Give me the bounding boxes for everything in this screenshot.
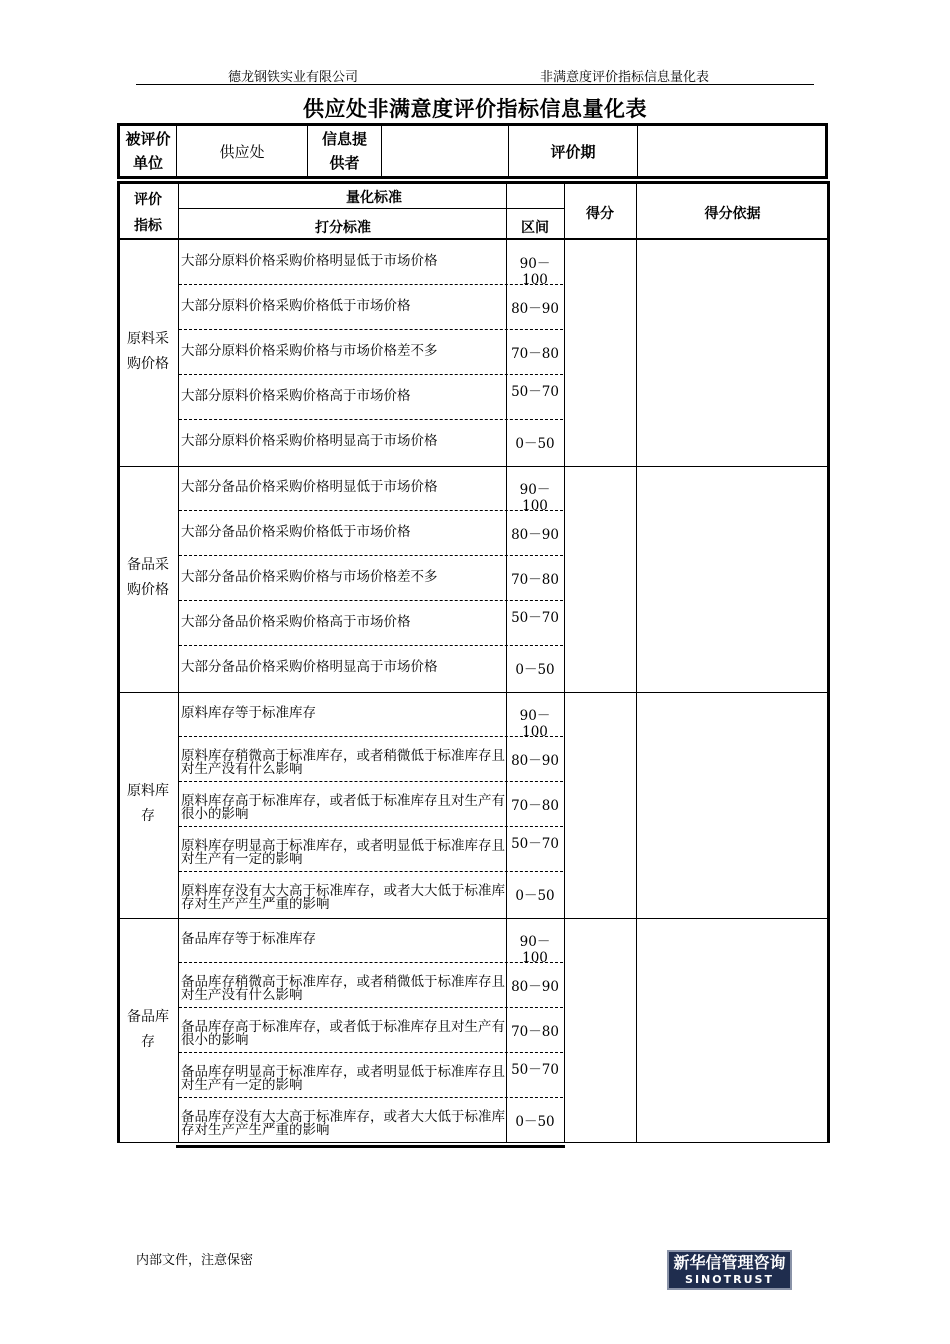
indicator-name bbox=[119, 327, 177, 377]
indicator-column-header bbox=[119, 187, 177, 239]
range-value: 50－70 bbox=[511, 1062, 559, 1078]
indicator-name-text: 原料采购价格 bbox=[127, 331, 169, 372]
range-value: 70－80 bbox=[511, 572, 559, 588]
range-value: 0－50 bbox=[515, 436, 555, 452]
indicator-name-text: 备品库存 bbox=[127, 1009, 169, 1050]
grid-right-border bbox=[827, 181, 830, 1143]
criterion-dash-divider bbox=[179, 826, 563, 827]
provider-label bbox=[308, 126, 382, 176]
grid-top-border bbox=[117, 181, 830, 184]
range-value: 80－90 bbox=[511, 527, 559, 543]
quant-standard-header: 量化标准 bbox=[346, 190, 402, 206]
indicator-name bbox=[119, 779, 177, 829]
range-value: 0－50 bbox=[515, 662, 555, 678]
period-value[interactable] bbox=[638, 126, 825, 176]
criterion-dash-divider bbox=[179, 871, 563, 872]
range-value: 90－100 bbox=[519, 256, 551, 288]
basis-header: 得分依据 bbox=[704, 206, 761, 222]
range-value: 70－80 bbox=[511, 1024, 559, 1040]
criterion-dash-divider bbox=[179, 1097, 563, 1098]
range-value: 90－100 bbox=[519, 482, 551, 514]
criterion-dash-divider bbox=[179, 510, 563, 511]
range-value: 90－100 bbox=[519, 708, 551, 740]
score-header: 得分 bbox=[586, 206, 614, 222]
criterion-text: 大部分原料价格采购价格高于市场价格 bbox=[181, 388, 411, 404]
range-value: 0－50 bbox=[515, 888, 555, 904]
header-company: 德龙钢铁实业有限公司 bbox=[228, 70, 359, 85]
header-bottom-rule bbox=[117, 238, 830, 240]
criterion-dash-divider bbox=[179, 419, 563, 420]
criterion-text: 备品库存稍微高于标准库存，或者稍微低于标准库存且对生产没有什么影响 bbox=[181, 974, 505, 1003]
indicator-name bbox=[119, 1005, 177, 1055]
range-value: 70－80 bbox=[511, 346, 559, 362]
basis-column-divider bbox=[636, 181, 637, 1143]
range-value: 80－90 bbox=[511, 301, 559, 317]
indicator-name bbox=[119, 553, 177, 603]
evaluated-unit-label-text: 被评价单位 bbox=[125, 130, 171, 172]
criterion-text: 大部分备品价格采购价格低于市场价格 bbox=[181, 524, 411, 540]
range-value: 80－90 bbox=[511, 979, 559, 995]
criterion-text: 原料库存明显高于标准库存，或者明显低于标准库存且对生产有一定的影响 bbox=[181, 838, 505, 867]
criterion-text: 大部分备品价格采购价格与市场价格差不多 bbox=[181, 569, 438, 585]
grid-bottom-border bbox=[117, 1142, 830, 1143]
sinotrust-logo bbox=[667, 1250, 792, 1290]
range-header: 区间 bbox=[521, 220, 549, 236]
indicator-grid bbox=[117, 181, 830, 1143]
indicator-name-text: 备品采购价格 bbox=[127, 557, 169, 598]
criterion-dash-divider bbox=[179, 645, 563, 646]
confidential-note: 内部文件，注意保密 bbox=[136, 1253, 254, 1268]
criterion-text: 大部分备品价格采购价格高于市场价格 bbox=[181, 614, 411, 630]
criterion-text: 备品库存明显高于标准库存，或者明显低于标准库存且对生产有一定的影响 bbox=[181, 1064, 505, 1093]
logo-cn-text: 新华信管理咨询 bbox=[673, 1253, 786, 1272]
criterion-text: 大部分原料价格采购价格与市场价格差不多 bbox=[181, 343, 438, 359]
criterion-text: 原料库存高于标准库存，或者低于标准库存且对生产有很小的影响 bbox=[181, 793, 505, 822]
criterion-dash-divider bbox=[179, 1007, 563, 1008]
page-title: 供应处非满意度评价指标信息量化表 bbox=[303, 96, 647, 121]
criterion-dash-divider bbox=[179, 284, 563, 285]
criterion-text: 大部分原料价格采购价格明显低于市场价格 bbox=[181, 253, 438, 269]
quant-subheader-rule bbox=[178, 208, 565, 209]
criterion-text: 原料库存稍微高于标准库存，或者稍微低于标准库存且对生产没有什么影响 bbox=[181, 748, 505, 777]
criterion-dash-divider bbox=[179, 329, 563, 330]
indicator-block-rule bbox=[117, 692, 830, 693]
table-end-rule bbox=[176, 1145, 565, 1148]
evaluated-unit-value[interactable]: 供应处 bbox=[177, 126, 308, 176]
criterion-text: 大部分原料价格采购价格明显高于市场价格 bbox=[181, 433, 438, 449]
header-rule bbox=[136, 84, 814, 85]
indicator-block-rule bbox=[117, 918, 830, 919]
criterion-text: 大部分原料价格采购价格低于市场价格 bbox=[181, 298, 411, 314]
range-value: 70－80 bbox=[511, 798, 559, 814]
criterion-text: 原料库存等于标准库存 bbox=[181, 705, 316, 721]
indicator-header-text: 评价指标 bbox=[134, 192, 162, 234]
criterion-text: 备品库存没有大大高于标准库存，或者大大低于标准库存对生产产生严重的影响 bbox=[181, 1109, 505, 1138]
range-value: 50－70 bbox=[511, 836, 559, 852]
criterion-dash-divider bbox=[179, 374, 563, 375]
info-table bbox=[117, 123, 828, 179]
criterion-dash-divider bbox=[179, 962, 563, 963]
range-value: 90－100 bbox=[519, 934, 551, 966]
criterion-text: 大部分备品价格采购价格明显低于市场价格 bbox=[181, 479, 438, 495]
indicator-name-text: 原料库存 bbox=[127, 783, 169, 824]
range-value: 0－50 bbox=[515, 1114, 555, 1130]
evaluated-unit-label bbox=[120, 126, 177, 176]
range-value: 50－70 bbox=[511, 610, 559, 626]
criterion-dash-divider bbox=[179, 781, 563, 782]
criterion-text: 大部分备品价格采购价格明显高于市场价格 bbox=[181, 659, 438, 675]
indicator-block-rule bbox=[117, 466, 830, 467]
header-doc-title: 非满意度评价指标信息量化表 bbox=[540, 70, 710, 85]
indicator-column-divider bbox=[178, 181, 179, 1143]
period-label: 评价期 bbox=[509, 126, 638, 176]
logo-en-text: SINOTRUST bbox=[685, 1273, 774, 1286]
criterion-dash-divider bbox=[179, 736, 563, 737]
range-value: 80－90 bbox=[511, 753, 559, 769]
criterion-dash-divider bbox=[179, 555, 563, 556]
provider-value[interactable] bbox=[382, 126, 509, 176]
criterion-text: 备品库存高于标准库存，或者低于标准库存且对生产有很小的影响 bbox=[181, 1019, 505, 1048]
criterion-dash-divider bbox=[179, 1052, 563, 1053]
scoring-standard-header: 打分标准 bbox=[315, 220, 371, 236]
criterion-text: 备品库存等于标准库存 bbox=[181, 931, 316, 947]
criterion-text: 原料库存没有大大高于标准库存，或者大大低于标准库存对生产产生严重的影响 bbox=[181, 883, 505, 912]
range-value: 50－70 bbox=[511, 384, 559, 400]
grid-left-border bbox=[117, 181, 120, 1143]
criterion-dash-divider bbox=[179, 600, 563, 601]
score-column-divider bbox=[564, 181, 565, 1143]
provider-label-text: 信息提供者 bbox=[321, 130, 367, 172]
